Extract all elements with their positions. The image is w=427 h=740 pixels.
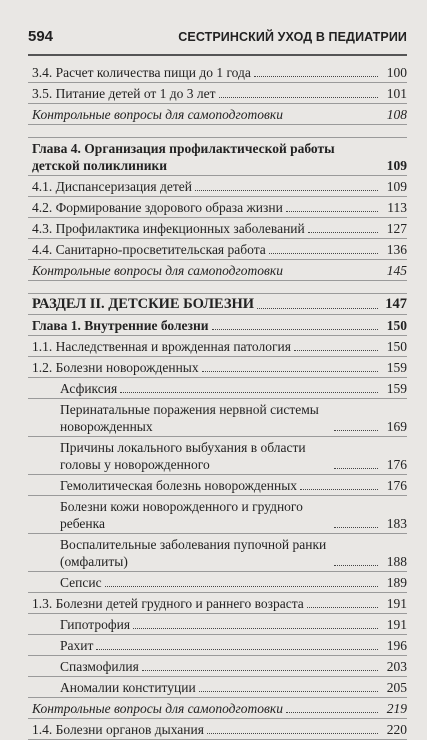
toc-entry-title: Асфиксия: [60, 381, 118, 396]
toc-entry: [28, 437, 407, 475]
section-gap: [28, 281, 407, 294]
toc-entry: [28, 677, 407, 698]
dot-leader: [133, 628, 378, 629]
toc-entry-page: 150: [386, 339, 407, 354]
page-header: [28, 18, 407, 56]
toc-entry: [28, 260, 407, 281]
toc-entry-title: Воспалительные заболевания пупочной ранки (омфалиты): [60, 537, 327, 569]
toc-entry-title: Спазмофилия: [60, 659, 139, 674]
toc-entry-title: 3.5. Питание детей от 1 до 3 лет: [32, 86, 216, 101]
toc-entry-title: 4.4. Санитарно-просветительская работа: [32, 242, 266, 257]
toc-entry: [28, 656, 407, 677]
toc-entry-page: 109: [386, 158, 407, 173]
toc-entry: [28, 239, 407, 260]
toc-entry-page: 159: [386, 360, 407, 375]
toc-entry: [28, 138, 407, 176]
toc-entry: [28, 534, 407, 572]
dot-leader: [212, 329, 378, 330]
toc-entry: [28, 176, 407, 197]
dot-leader: [207, 733, 378, 734]
toc-entry-title: 1.4. Болезни органов дыхания: [32, 722, 204, 737]
toc-entry: [28, 62, 407, 83]
toc-entry: [28, 635, 407, 656]
toc-entry-title: РАЗДЕЛ II. ДЕТСКИЕ БОЛЕЗНИ: [32, 296, 255, 312]
toc-entry-title: 1.1. Наследственная и врожденная патология: [32, 339, 291, 354]
toc-entry-page: 100: [386, 65, 407, 80]
dot-leader: [286, 211, 378, 212]
page-number: 594: [28, 28, 54, 45]
toc-entry-page: 109: [386, 179, 407, 194]
toc-entry-title: Глава 4. Организация профилактической работы детской поликлиники: [32, 141, 335, 173]
table-of-contents: [28, 62, 407, 740]
toc-entry-page: 145: [386, 263, 407, 278]
dot-leader: [334, 430, 378, 431]
toc-entry-page: 113: [387, 200, 407, 215]
toc-entry: [28, 294, 407, 315]
toc-entry-title: 1.3. Болезни детей грудного и раннего возраста: [32, 596, 304, 611]
toc-entry-page: 101: [386, 86, 407, 101]
toc-entry-title: 1.2. Болезни новорожденных: [32, 360, 199, 375]
toc-entry: [28, 315, 407, 336]
toc-entry-title: Сепсис: [60, 575, 102, 590]
dot-leader: [257, 308, 378, 309]
running-title: СЕСТРИНСКИЙ УХОД В ПЕДИАТРИИ: [178, 30, 407, 44]
toc-entry-page: 188: [386, 554, 407, 569]
toc-entry-title: 4.3. Профилактика инфекционных заболеваний: [32, 221, 305, 236]
toc-entry-page: 147: [385, 296, 407, 312]
toc-entry-title: Гемолитическая болезнь новорожденных: [60, 478, 298, 493]
toc-entry: [28, 357, 407, 378]
toc-entry-page: 203: [386, 659, 407, 674]
dot-leader: [254, 76, 378, 77]
dot-leader: [105, 586, 378, 587]
toc-entry-page: 191: [386, 596, 407, 611]
toc-entry-title: 3.4. Расчет количества пищи до 1 года: [32, 65, 251, 80]
toc-entry: [28, 218, 407, 239]
dot-leader: [334, 527, 378, 528]
dot-leader: [307, 607, 378, 608]
dot-leader: [142, 670, 378, 671]
toc-entry: [28, 399, 407, 437]
toc-entry-page: 189: [386, 575, 407, 590]
toc-entry-page: 127: [386, 221, 407, 236]
toc-entry: [28, 496, 407, 534]
dot-leader: [286, 712, 378, 713]
toc-entry: [28, 719, 407, 740]
dot-leader: [334, 565, 378, 566]
toc-entry: [28, 83, 407, 104]
toc-entry-page: 205: [386, 680, 407, 695]
toc-entry-page: 219: [386, 701, 407, 716]
section-gap: [28, 125, 407, 138]
toc-entry: [28, 104, 407, 125]
toc-entry-page: 176: [386, 457, 407, 472]
toc-entry-page: 169: [386, 419, 407, 434]
dot-leader: [219, 97, 378, 98]
toc-entry: [28, 572, 407, 593]
toc-entry: [28, 197, 407, 218]
dot-leader: [195, 190, 378, 191]
toc-entry-page: 108: [386, 107, 407, 122]
toc-entry-title: Гипотрофия: [60, 617, 131, 632]
toc-entry-title: Рахит: [60, 638, 94, 653]
toc-entry-page: 150: [386, 318, 407, 333]
toc-entry-page: 159: [386, 381, 407, 396]
toc-entry-title: 4.1. Диспансеризация детей: [32, 179, 192, 194]
toc-entry-title: Глава 1. Внутренние болезни: [32, 318, 209, 333]
toc-entry: [28, 378, 407, 399]
dot-leader: [300, 489, 378, 490]
toc-entry-title: Контрольные вопросы для самоподготовки: [32, 107, 283, 122]
dot-leader: [294, 350, 378, 351]
dot-leader: [202, 371, 378, 372]
dot-leader: [199, 691, 378, 692]
toc-entry-title: Контрольные вопросы для самоподготовки: [32, 263, 283, 278]
dot-leader: [120, 392, 378, 393]
toc-entry: [28, 614, 407, 635]
toc-entry-page: 196: [386, 638, 407, 653]
dot-leader: [96, 649, 378, 650]
toc-entry-page: 191: [386, 617, 407, 632]
toc-entry: [28, 336, 407, 357]
toc-entry: [28, 698, 407, 719]
toc-entry-page: 220: [386, 722, 407, 737]
toc-entry-page: 183: [386, 516, 407, 531]
toc-entry-title: Контрольные вопросы для самоподготовки: [32, 701, 283, 716]
toc-entry-page: 176: [386, 478, 407, 493]
toc-entry-page: 136: [386, 242, 407, 257]
toc-entry: [28, 593, 407, 614]
toc-entry-title: Болезни кожи новорожденного и грудного ребенка: [60, 499, 303, 531]
toc-entry-title: 4.2. Формирование здорового образа жизни: [32, 200, 283, 215]
toc-entry: [28, 475, 407, 496]
toc-entry-title: Аномалии конституции: [60, 680, 196, 695]
dot-leader: [269, 253, 378, 254]
toc-entry-title: Причины локального выбухания в области головы у новорожденного: [60, 440, 306, 472]
dot-leader: [334, 468, 378, 469]
toc-entry-title: Перинатальные поражения нервной системы новорожденных: [60, 402, 319, 434]
dot-leader: [308, 232, 378, 233]
